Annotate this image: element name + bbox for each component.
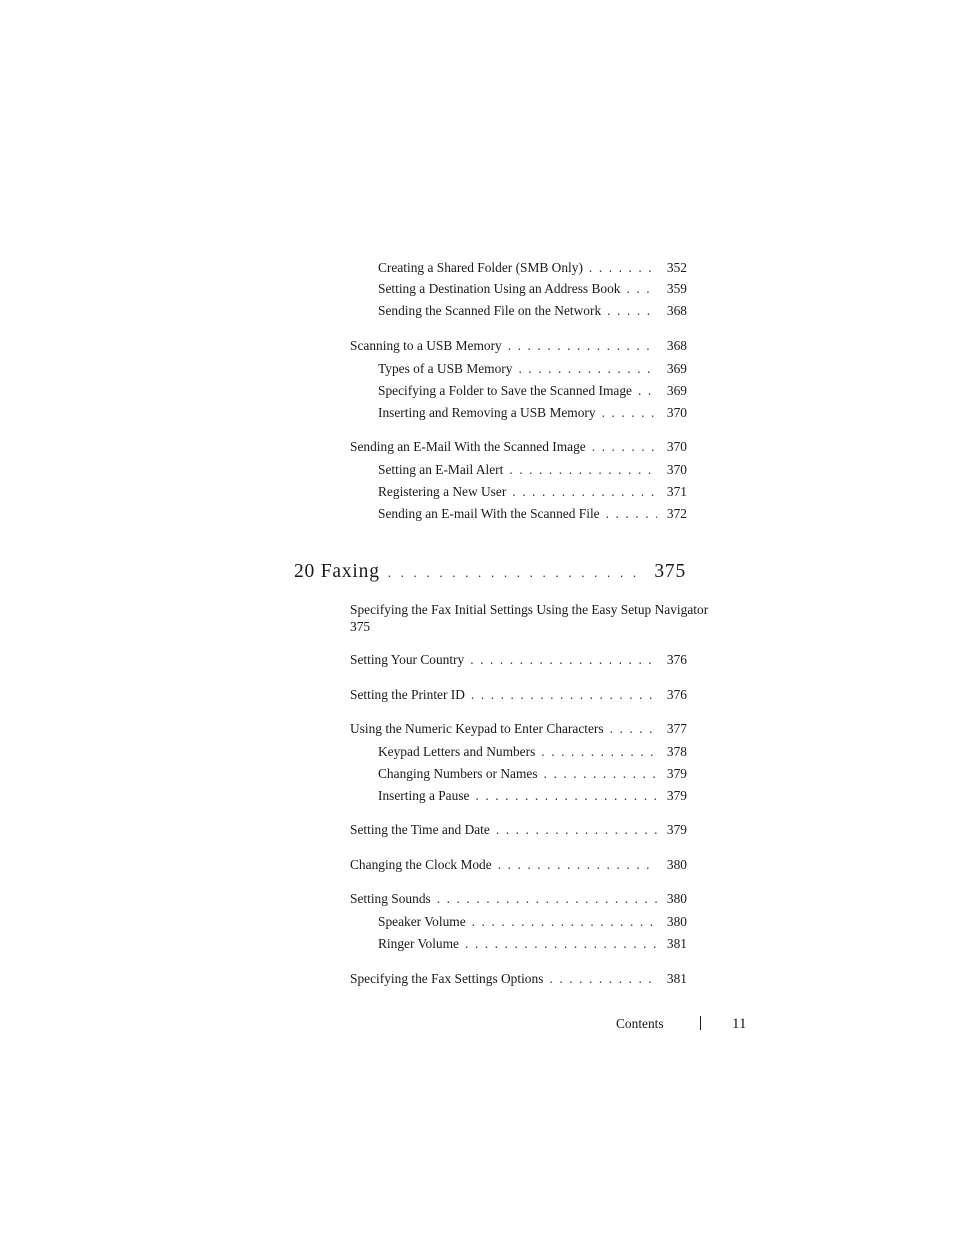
toc-entry-title: Changing the Clock Mode: [350, 857, 492, 872]
toc-entry-send-network[interactable]: [378, 302, 687, 320]
dot-leader: [437, 890, 657, 908]
toc-entry-title: Setting a Destination Using an Address Book: [378, 281, 621, 296]
toc-entry-clock-mode[interactable]: [350, 856, 687, 874]
toc-page-number: 378: [666, 744, 687, 759]
toc-entry-title: Scanning to a USB Memory: [350, 338, 502, 353]
toc-entry-title: Speaker Volume: [378, 914, 466, 929]
toc-entry-printer-id[interactable]: [350, 686, 687, 704]
toc-entry-title: Inserting and Removing a USB Memory: [378, 405, 596, 420]
toc-entry-address-book[interactable]: [378, 280, 687, 298]
toc-entry-email-scanned[interactable]: [350, 438, 687, 456]
dot-leader: [610, 720, 657, 738]
toc-page-number: 375: [350, 619, 371, 634]
page-footer: [616, 1014, 746, 1034]
toc-entry-fax-options[interactable]: [350, 970, 687, 988]
toc-page-number: 370: [666, 439, 687, 454]
toc-page-number: 380: [666, 914, 687, 929]
toc-entry-inserting-pause[interactable]: [378, 787, 687, 805]
dot-leader: [518, 360, 657, 378]
toc-page-number: 371: [666, 484, 687, 499]
toc-page-number: 359: [666, 281, 687, 296]
toc-entry-usb-types[interactable]: [378, 360, 687, 378]
dot-leader: [498, 856, 657, 874]
dot-leader: [602, 404, 657, 422]
dot-leader: [465, 935, 657, 953]
toc-page-number: 376: [666, 652, 687, 667]
dot-leader: [472, 913, 657, 931]
toc-page-number: 379: [666, 766, 687, 781]
toc-entry-fax-initial-settings[interactable]: [350, 601, 730, 635]
toc-entry-title: Inserting a Pause: [378, 788, 470, 803]
toc-page-number: 370: [666, 405, 687, 420]
toc-entry-title: Keypad Letters and Numbers: [378, 744, 536, 759]
toc-entry-title: Using the Numeric Keypad to Enter Characters: [350, 721, 604, 736]
toc-entry-title: Setting Sounds: [350, 891, 431, 906]
dot-leader: [512, 483, 657, 501]
dot-leader: [607, 302, 657, 320]
toc-page-number: 381: [666, 971, 687, 986]
dot-leader: [549, 970, 657, 988]
footer-label: Contents: [616, 1016, 664, 1031]
dot-leader: [638, 382, 657, 400]
toc-entry-title: Sending an E-mail With the Scanned File: [378, 506, 600, 521]
toc-entry-country[interactable]: [350, 651, 687, 669]
dot-leader: [496, 821, 657, 839]
dot-leader: [541, 743, 657, 761]
dot-leader: [388, 560, 647, 585]
dot-leader: [509, 461, 657, 479]
toc-entry-title: Specifying a Folder to Save the Scanned Image: [378, 383, 632, 398]
toc-entry-title: Changing Numbers or Names: [378, 766, 538, 781]
toc-page-number: 369: [666, 383, 687, 398]
toc-entry-keypad-letters[interactable]: [378, 743, 687, 761]
dot-leader: [592, 438, 657, 456]
dot-leader: [606, 505, 657, 523]
toc-page-number: 370: [666, 462, 687, 477]
toc-entry-numeric-keypad[interactable]: [350, 720, 687, 738]
toc-page-number: 380: [666, 857, 687, 872]
toc-entry-title: Types of a USB Memory: [378, 361, 513, 376]
toc-entry-title: Sending an E-Mail With the Scanned Image: [350, 439, 586, 454]
dot-leader: [475, 787, 657, 805]
toc-entry-title: Setting the Time and Date: [350, 822, 490, 837]
toc-page-number: 381: [666, 936, 687, 951]
toc-entry-speaker-volume[interactable]: [378, 913, 687, 931]
dot-leader: [589, 259, 657, 277]
toc-entry-title: Registering a New User: [378, 484, 507, 499]
footer-separator: [700, 1016, 701, 1030]
dot-leader: [470, 651, 657, 669]
toc-chapter-faxing[interactable]: [294, 560, 686, 585]
toc-entry-email-alert[interactable]: [378, 461, 687, 479]
toc-entry-new-user[interactable]: [378, 483, 687, 501]
toc-page-number: 372: [666, 506, 687, 521]
toc-page-number: 379: [666, 788, 687, 803]
toc-page-number: 380: [666, 891, 687, 906]
toc-entry-title: Setting the Printer ID: [350, 687, 465, 702]
toc-page-number: 379: [666, 822, 687, 837]
toc-page-number: 369: [666, 361, 687, 376]
toc-page-number: 352: [666, 260, 687, 275]
toc-page-number: 376: [666, 687, 687, 702]
toc-entry-ringer-volume[interactable]: [378, 935, 687, 953]
toc-entry-title: Setting an E-Mail Alert: [378, 462, 504, 477]
toc-entry-title: Setting Your Country: [350, 652, 465, 667]
toc-page-number: 368: [666, 303, 687, 318]
toc-entry-usb-insert[interactable]: [378, 404, 687, 422]
chapter-page-number: 375: [654, 561, 686, 582]
toc-entry-title: Ringer Volume: [378, 936, 459, 951]
dot-leader: [544, 765, 657, 783]
toc-page-number: 377: [666, 721, 687, 736]
toc-entry-setting-sounds[interactable]: [350, 890, 687, 908]
dot-leader: [471, 686, 657, 704]
toc-entry-title: Creating a Shared Folder (SMB Only): [378, 260, 583, 275]
dot-leader: [627, 280, 657, 298]
chapter-title: 20 Faxing: [294, 561, 380, 582]
toc-entry-title: Specifying the Fax Initial Settings Using the Easy Setup Navigator: [350, 602, 709, 617]
dot-leader: [508, 337, 657, 355]
toc-entry-changing-numbers[interactable]: [378, 765, 687, 783]
footer-page-number: 11: [732, 1016, 747, 1032]
toc-entry-email-file[interactable]: [378, 505, 687, 523]
toc-entry-title: Specifying the Fax Settings Options: [350, 971, 544, 986]
toc-entry-shared-folder[interactable]: [378, 259, 687, 277]
toc-entry-usb-memory[interactable]: [350, 337, 687, 355]
toc-entry-usb-folder[interactable]: [378, 382, 687, 400]
toc-entry-time-date[interactable]: [350, 821, 687, 839]
toc-entry-title: Sending the Scanned File on the Network: [378, 303, 602, 318]
toc-page-number: 368: [666, 338, 687, 353]
